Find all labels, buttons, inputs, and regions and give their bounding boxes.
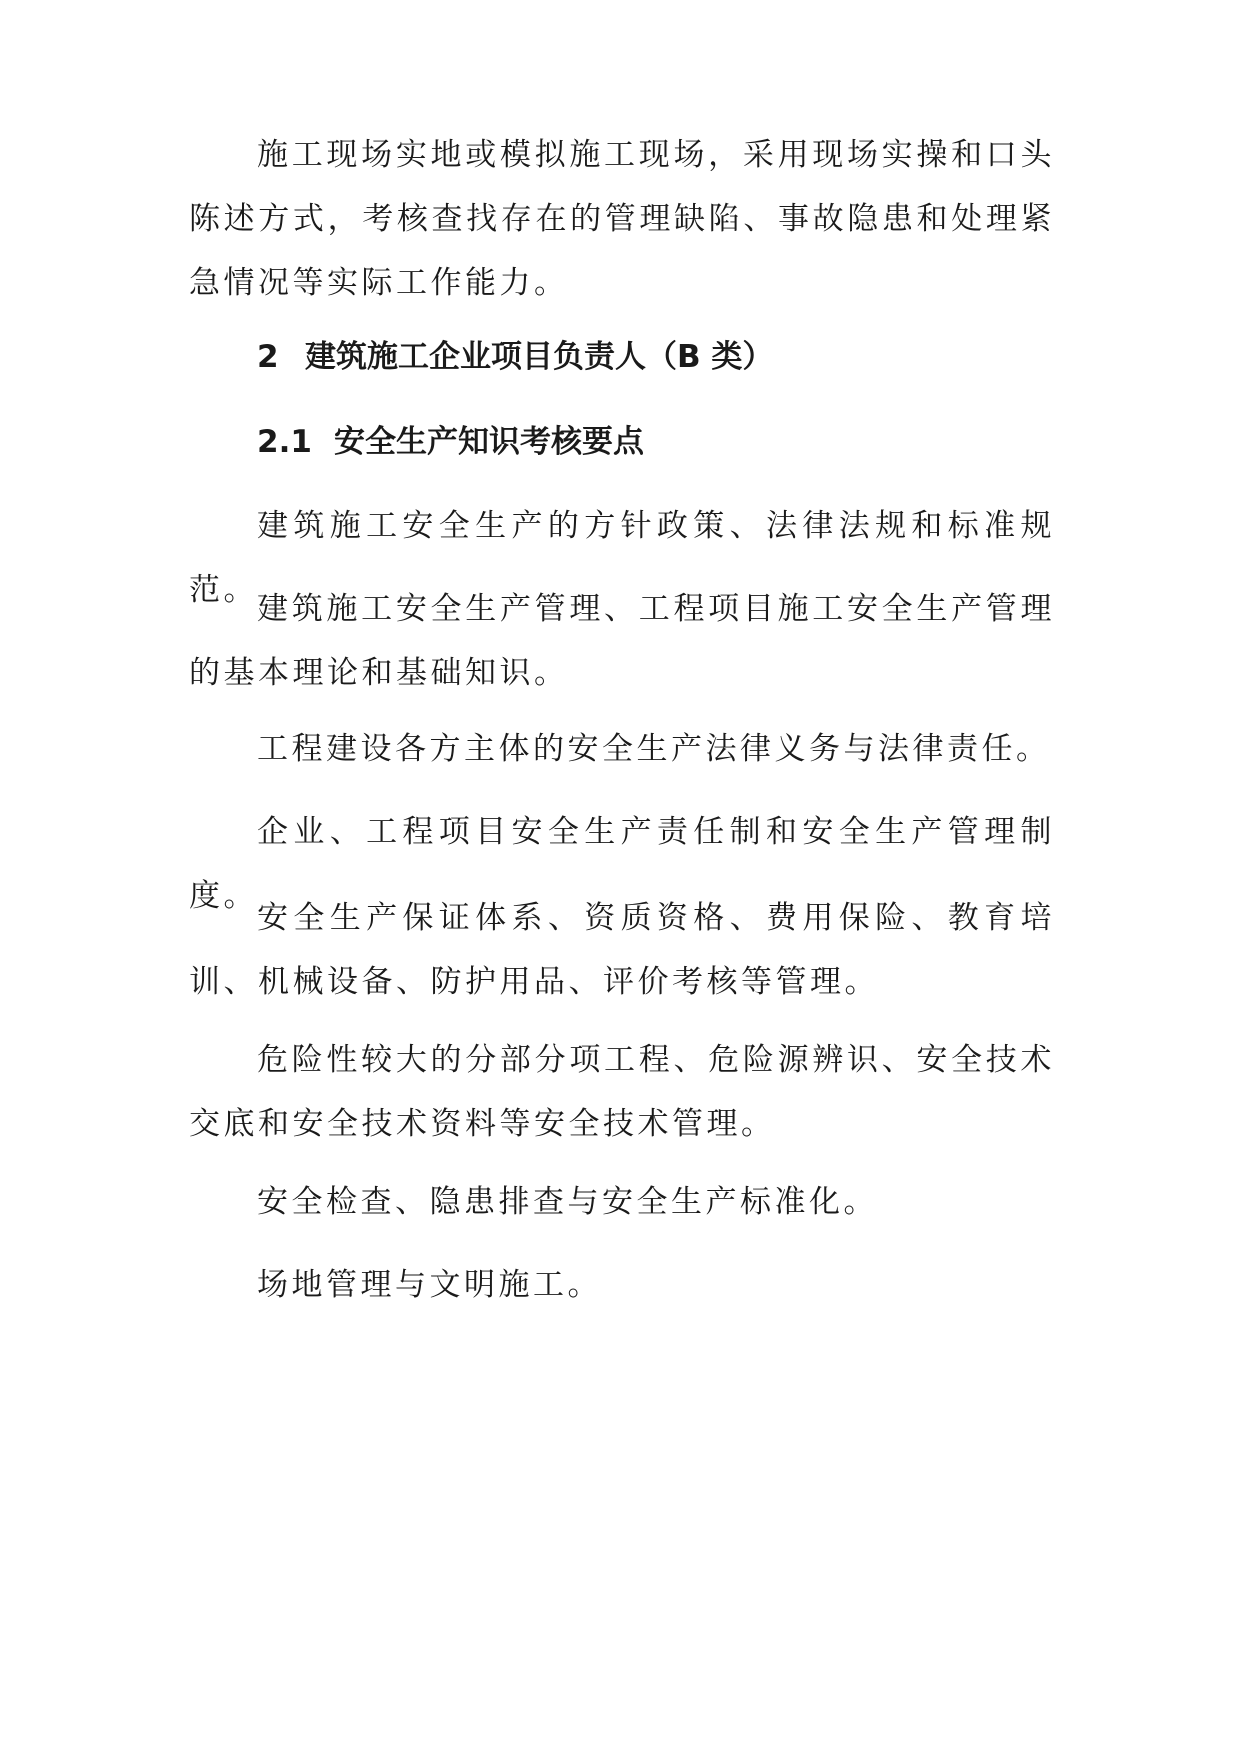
- paragraph-legal-obligations: 工程建设各方主体的安全生产法律义务与法律责任。: [257, 731, 1051, 767]
- paragraph-guarantee-system: 安全生产保证体系、资质资格、费用保险、教育培训、机械设备、防护用品、评价考核等管理。: [189, 900, 1055, 1000]
- section-heading-2: [257, 325, 1057, 389]
- paragraph-responsibility-system: 企业、工程项目安全生产责任制和安全生产管理制度。: [189, 814, 1055, 914]
- paragraph-site-management: 场地管理与文明施工。: [257, 1267, 602, 1303]
- section-number: 2: [257, 339, 279, 375]
- paragraph-safety-technology: 危险性较大的分部分项工程、危险源辨识、安全技术交底和安全技术资料等安全技术管理。: [189, 1042, 1055, 1142]
- subsection-number: 2.1: [257, 424, 312, 460]
- subsection-title: 安全生产知识考核要点: [334, 424, 644, 460]
- paragraph-inspection: 安全检查、隐患排查与安全生产标准化。: [257, 1184, 878, 1220]
- paragraph-policy-regulations: 建筑施工安全生产的方针政策、法律法规和标准规范。: [189, 508, 1055, 608]
- paragraph-practical-assessment: 施工现场实地或模拟施工现场，采用现场实操和口头陈述方式，考核查找存在的管理缺陷、事故隐患和处理紧急情况等实际工作能力。: [189, 137, 1055, 301]
- paragraph-basic-theory: 建筑施工安全生产管理、工程项目施工安全生产管理的基本理论和基础知识。: [189, 591, 1055, 691]
- subsection-heading-2-1: [257, 410, 1057, 474]
- section-title: 建筑施工企业项目负责人（B 类）: [305, 339, 774, 375]
